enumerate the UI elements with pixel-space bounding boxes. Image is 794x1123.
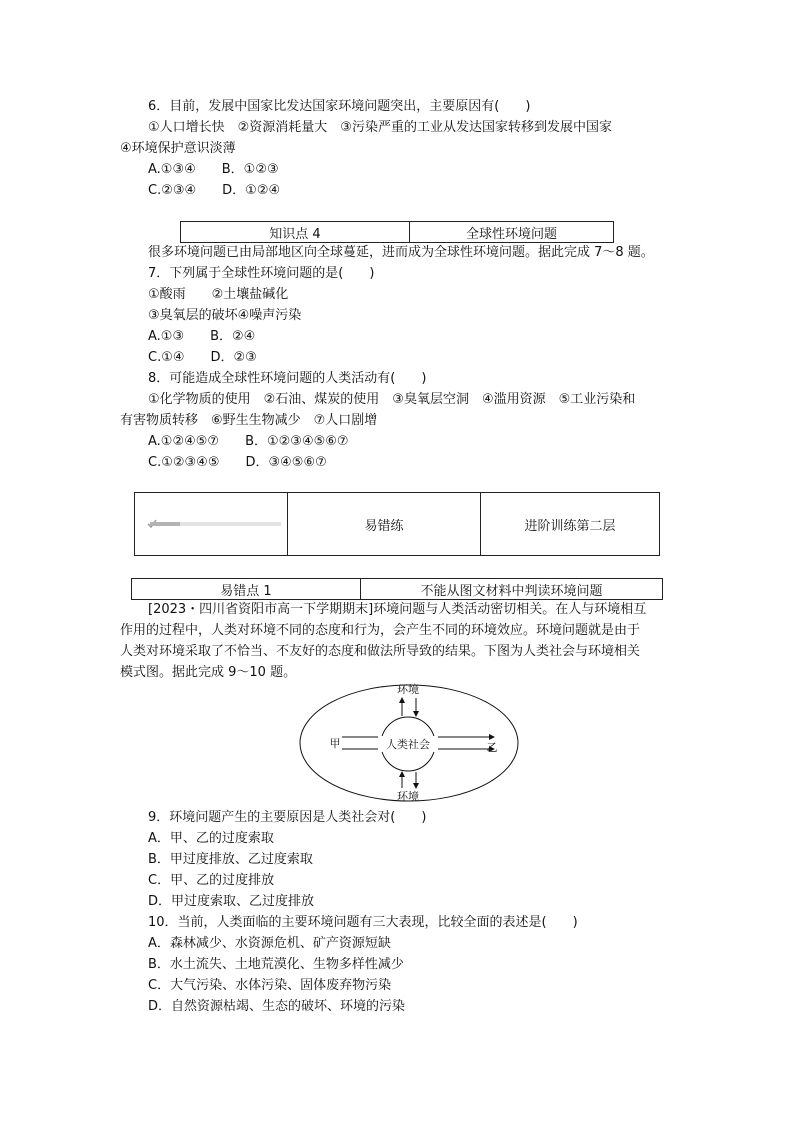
q10-option-c: C．大气污染、水体污染、固体废弃物污染: [148, 978, 392, 993]
knowledge-point-label: 知识点 4: [269, 226, 321, 242]
figure-label-left: 甲: [329, 737, 341, 750]
mistake-point-topic: 不能从图文材料中判读环境问题: [360, 579, 662, 599]
knowledge-point-table: [180, 221, 614, 243]
q6-options-cd: C.②③④ D．①②④: [148, 183, 281, 198]
intro-7-8: 很多环境问题已由局部地区向全球蔓延，进而成为全球性环境问题。据此完成 7～8 题。: [148, 245, 654, 260]
passage-line-3: 人类对环境采取了不恰当、不友好的态度和做法所导致的结果。下图为人类社会与环境相关: [120, 644, 641, 659]
q9-option-c: C．甲、乙的过度排放: [148, 873, 275, 888]
q10-option-a: A．森林减少、水资源危机、矿产资源短缺: [148, 936, 391, 951]
q8-stem: 8．可能造成全球性环境问题的人类活动有( ): [148, 371, 427, 386]
passage-line-2: 作用的过程中，人类对环境不同的态度和行为，会产生不同的环境效应。环境问题就是由于: [120, 623, 641, 638]
banner-right: 进阶训练第二层: [480, 493, 659, 555]
q7-options-ab: A.①③ B．②④: [148, 329, 256, 344]
q6-items-line1: ①人口增长快 ②资源消耗量大 ③污染严重的工业从发达国家转移到发展中国家: [148, 120, 612, 135]
banner-progress-cell: [135, 493, 287, 555]
mistake-point-table: [131, 578, 663, 600]
section-banner: [134, 492, 660, 556]
q8-options-cd: C.①②③④⑤ D．③④⑤⑥⑦: [148, 455, 327, 470]
q7-items-line2: ③臭氧层的破坏④噪声污染: [148, 308, 302, 323]
q9-option-b: B．甲过度排放、乙过度索取: [148, 852, 313, 867]
q8-items-line1: ①化学物质的使用 ②石油、煤炭的使用 ③臭氧层空洞 ④滥用资源 ⑤工业污染和: [148, 392, 636, 407]
figure-label-bottom: 环境: [397, 790, 419, 803]
human-environment-diagram: [298, 682, 520, 804]
passage-line-4: 模式图。据此完成 9～10 题。: [120, 665, 297, 680]
mistake-point-label: 易错点 1: [220, 583, 272, 599]
progress-decoration-icon: [141, 517, 281, 531]
knowledge-point-topic: 全球性环境问题: [409, 222, 613, 242]
banner-middle: 易错练: [287, 493, 480, 555]
q10-option-d: D．自然资源枯竭、生态的破坏、环境的污染: [148, 999, 406, 1014]
q10-stem: 10．当前，人类面临的主要环境问题有三大表现，比较全面的表述是( ): [148, 915, 578, 930]
q7-stem: 7．下列属于全球性环境问题的是( ): [148, 266, 375, 281]
figure-label-top: 环境: [397, 683, 419, 696]
q7-items-line1: ①酸雨 ②土壤盐碱化: [148, 287, 289, 302]
q9-option-d: D．甲过度索取、乙过度排放: [148, 894, 315, 909]
q6-items-line2: ④环境保护意识淡薄: [120, 141, 236, 156]
q6-options-ab: A.①③④ B．①②③: [148, 162, 279, 177]
q8-options-ab: A.①②④⑤⑦ B．①②③④⑤⑥⑦: [148, 434, 349, 449]
q10-option-b: B．水土流失、土地荒漠化、生物多样性减少: [148, 957, 404, 972]
q8-items-line2: 有害物质转移 ⑥野生生物减少 ⑦人口剧增: [120, 413, 378, 428]
q9-option-a: A．甲、乙的过度索取: [148, 831, 274, 846]
q9-stem: 9．环境问题产生的主要原因是人类社会对( ): [148, 810, 427, 825]
figure-label-center: 人类社会: [386, 738, 430, 751]
passage-line-1: [2023・四川省资阳市高一下学期期末]环境问题与人类活动密切相关。在人与环境相互: [148, 602, 647, 617]
figure-label-right: 乙: [486, 741, 498, 754]
q7-options-cd: C.①④ D．②③: [148, 350, 257, 365]
q6-stem: 6．目前，发展中国家比发达国家环境问题突出，主要原因有( ): [148, 99, 531, 114]
